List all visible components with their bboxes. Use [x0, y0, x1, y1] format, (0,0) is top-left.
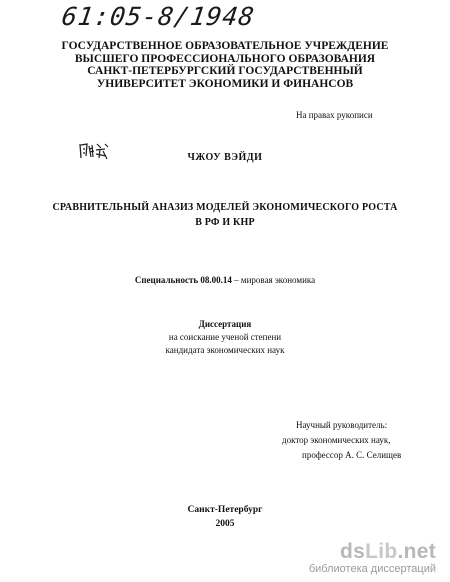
handwritten-catalog-number: 61:05-8/1948 [59, 2, 257, 31]
author-name: ЧЖОУ ВЭЙДИ [187, 152, 263, 163]
place-and-year [0, 503, 450, 531]
institution-line: ВЫСШЕГО ПРОФЕССИОНАЛЬНОГО ОБРАЗОВАНИЯ [74, 52, 376, 65]
advisor-degree: доктор экономических наук, [282, 435, 391, 445]
specialty-label: Специальность 08.00.14 [134, 275, 232, 285]
specialty-line [0, 275, 450, 285]
specialty-value: – мировая экономика [231, 275, 316, 285]
place: Санкт-Петербург [187, 505, 263, 515]
advisor-name: профессор А. С. Селищев [302, 450, 402, 460]
institution-block [0, 40, 450, 90]
institution-line: ГОСУДАРСТВЕННОЕ ОБРАЗОВАТЕЛЬНОЕ УЧРЕЖДЕНИЕ [61, 40, 389, 52]
year: 2005 [215, 519, 235, 529]
dslib-watermark-logo: dsLib.net [339, 540, 436, 563]
scientific-advisor-block [282, 418, 402, 463]
institution-line: УНИВЕРСИТЕТ ЭКОНОМИКИ И ФИНАНСОВ [96, 77, 354, 90]
institution-line: САНКТ-ПЕТЕРБУРГСКИЙ ГОСУДАРСТВЕННЫЙ [87, 65, 363, 77]
degree-line: на соискание ученой степени [168, 332, 282, 342]
dissertation-heading: Диссертация [198, 319, 252, 329]
title-line: СРАВНИТЕЛЬНЫЙ АНАЗИЗ МОДЕЛЕЙ ЭКОНОМИЧЕСКОГО РОСТА [52, 202, 398, 213]
manuscript-rights-note: На правах рукописи [296, 110, 373, 120]
advisor-heading: Научный руководитель: [296, 420, 388, 430]
title-line: В РФ И КНР [195, 217, 255, 228]
degree-line: кандидата экономических наук [165, 345, 285, 355]
dissertation-title [0, 200, 450, 230]
dissertation-degree-block [0, 318, 450, 357]
dslib-watermark-subtitle: библиотека диссертаций [308, 563, 436, 575]
